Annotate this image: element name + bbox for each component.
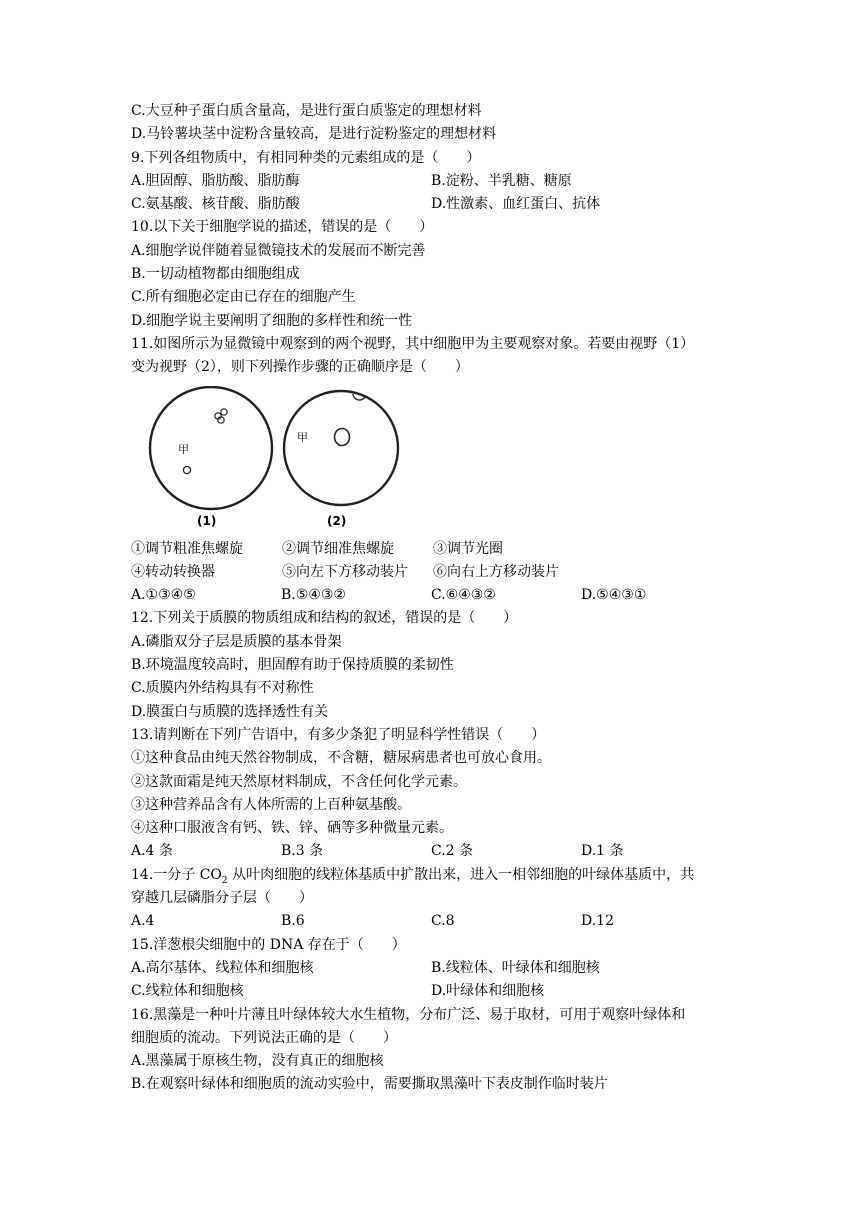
q9-options-row1 <box>131 170 731 193</box>
q14-options <box>131 910 731 933</box>
q13-option-d: D.1 条 <box>581 843 624 860</box>
q12-option-c: C.质膜内外结构具有不对称性 <box>131 680 314 697</box>
field-of-view-1 <box>150 387 272 509</box>
q9-stem: 9.下列各组物质中，有相同种类的元素组成的是（ ） <box>131 149 481 166</box>
q13-statement-1: ①这种食品由纯天然谷物制成，不含糖，糖尿病患者也可放心食用。 <box>131 750 551 767</box>
cell-jia-1 <box>183 466 190 473</box>
q15-option-a: A.高尔基体、线粒体和细胞核 <box>131 959 314 976</box>
q9-option-c: C.氨基酸、核苷酸、脂肪酸 <box>131 196 300 213</box>
q14-stem-line1 <box>131 864 731 887</box>
q11-step-6: ⑥向右上方移动装片 <box>433 563 559 580</box>
q16-stem-line2: 细胞质的流动。下列说法正确的是（ ） <box>131 1029 397 1046</box>
document-page <box>131 100 731 1097</box>
q11-steps-row2 <box>131 561 731 584</box>
q9-option-a: A.胆固醇、脂肪酸、脂肪酶 <box>131 172 300 189</box>
q15-options-row1 <box>131 957 731 980</box>
q9-option-d: D.性激素、血红蛋白、抗体 <box>431 196 601 213</box>
q14-option-b: B.6 <box>281 913 305 930</box>
q13-statement-4: ④这种口服液含有钙、铁、锌、硒等多种微量元素。 <box>131 820 453 837</box>
q10-option-d: D.细胞学说主要阐明了细胞的多样性和统一性 <box>131 312 413 329</box>
q11-options <box>131 584 731 607</box>
q15-option-d: D.叶绿体和细胞核 <box>431 983 545 1000</box>
q11-option-c: C.⑥④③② <box>431 587 496 604</box>
q9-option-b: B.淀粉、半乳糖、糖原 <box>431 172 572 189</box>
q8-option-c: C.大豆种子蛋白质含量高，是进行蛋白质鉴定的理想材料 <box>131 103 482 119</box>
caption-field-2: (2) <box>327 513 347 528</box>
q15-option-b: B.线粒体、叶绿体和细胞核 <box>431 959 600 976</box>
q11-step-5: ⑤向左下方移动装片 <box>282 563 408 580</box>
q10-option-b: B.一切动植物都由细胞组成 <box>131 266 300 283</box>
q13-option-b: B.3 条 <box>281 843 324 860</box>
q11-step-3: ③调节光圈 <box>433 540 503 557</box>
q11-stem-line1: 11.如图所示为显微镜中观察到的两个视野，其中细胞甲为主要观察对象。若要由视野（1） <box>131 335 695 352</box>
q11-steps-row1 <box>131 538 731 561</box>
q16-stem-line1: 16.黑藻是一种叶片薄且叶绿体较大水生植物，分布广泛、易于取材，可用于观察叶绿体和 <box>131 1006 686 1023</box>
q15-stem: 15.洋葱根尖细胞中的 DNA 存在于（ ） <box>131 936 406 953</box>
cell-jia-2 <box>335 428 350 445</box>
q16-option-b: B.在观察叶绿体和细胞质的流动实验中，需要撕取黑藻叶下表皮制作临时装片 <box>131 1076 608 1093</box>
q14-stem-start: 14.一分子 CO <box>131 866 222 883</box>
q16-option-a: A.黑藻属于原核生物，没有真正的细胞核 <box>131 1053 384 1070</box>
q13-option-a: A.4 条 <box>131 843 173 860</box>
q11-option-d: D.⑤④③① <box>581 587 647 604</box>
cell-jia-label-1: 甲 <box>178 442 189 456</box>
cell-jia-label-2: 甲 <box>297 430 308 444</box>
q13-statement-2: ②这款面霜是纯天然原材料制成，不含任何化学元素。 <box>131 773 467 790</box>
q10-stem: 10.以下关于细胞学说的描述，错误的是（ ） <box>131 219 434 236</box>
caption-field-1: (1) <box>197 513 217 528</box>
q14-option-a: A.4 <box>131 913 155 930</box>
q14-option-d: D.12 <box>581 913 614 930</box>
cell-small-2 <box>221 408 227 414</box>
q11-step-2: ②调节细准焦螺旋 <box>282 540 394 557</box>
q14-stem-line2: 穿越几层磷脂分子层（ ） <box>131 890 313 907</box>
q13-options <box>131 840 731 863</box>
q11-step-4: ④转动转换器 <box>131 563 215 580</box>
microscope-fields <box>147 386 407 536</box>
q11-option-a: A.①③④⑤ <box>131 587 196 604</box>
q12-option-b: B.环境温度较高时，胆固醇有助于保持质膜的柔韧性 <box>131 657 454 674</box>
field-of-view-2 <box>284 391 398 505</box>
q15-option-c: C.线粒体和细胞核 <box>131 983 244 1000</box>
q10-option-a: A.细胞学说伴随着显微镜技术的发展而不断完善 <box>131 242 426 259</box>
q12-option-a: A.磷脂双分子层是质膜的基本骨架 <box>131 633 342 650</box>
q11-option-b: B.⑤④③② <box>281 587 346 604</box>
q11-stem-line2: 变为视野（2），则下列操作步骤的正确顺序是（ ） <box>131 359 469 376</box>
q15-options-row2 <box>131 980 731 1003</box>
q13-statement-3: ③这种营养品含有人体所需的上百种氨基酸。 <box>131 796 411 813</box>
q14-subscript: 2 <box>221 875 228 886</box>
microscope-figure <box>131 380 731 538</box>
q13-stem: 13.请判断在下列广告语中，有多少条犯了明显科学性错误（ ） <box>131 726 546 743</box>
q9-options-row2 <box>131 193 731 216</box>
q11-step-1: ①调节粗准焦螺旋 <box>131 540 243 557</box>
q10-option-c: C.所有细胞必定由已存在的细胞产生 <box>131 289 356 306</box>
q14-option-c: C.8 <box>431 913 455 930</box>
q12-option-d: D.膜蛋白与质膜的选择透性有关 <box>131 703 329 720</box>
q8-option-d: D.马铃薯块茎中淀粉含量较高，是进行淀粉鉴定的理想材料 <box>131 126 497 143</box>
q14-stem-end: 从叶肉细胞的线粒体基质中扩散出来，进入一相邻细胞的叶绿体基质中，共 <box>227 866 695 883</box>
q13-option-c: C.2 条 <box>431 843 474 860</box>
q12-stem: 12.下列关于质膜的物质组成和结构的叙述，错误的是（ ） <box>131 610 518 627</box>
